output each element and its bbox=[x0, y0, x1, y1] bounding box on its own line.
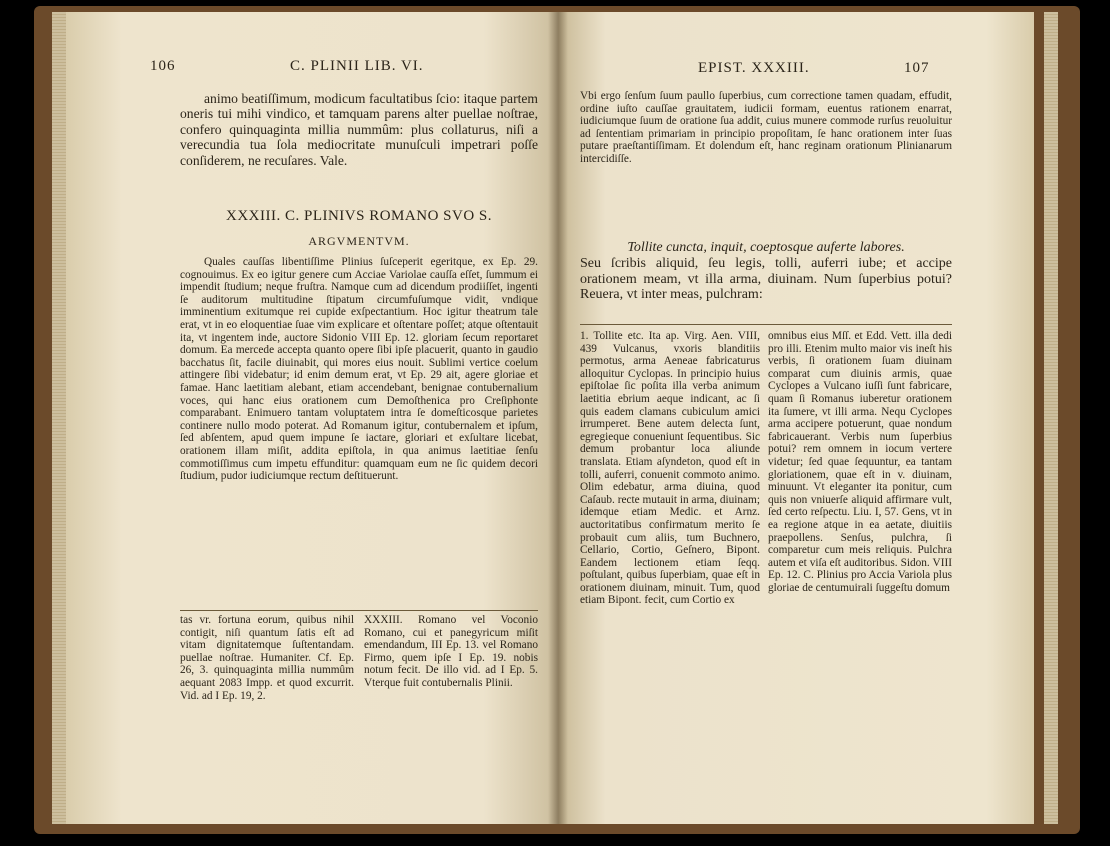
right-footnote-rule bbox=[580, 324, 952, 325]
left-page bbox=[62, 12, 558, 824]
left-top-text: animo beatiſſimum, modicum facultatibus ſcio: itaque partem oneris tui mihi vindico, et tamquam parens alter puellae noſtrae, confero quinquaginta millia nummûm: plus collaturus, niſi a verecundia tua ſola mediocritate munuſculi impetrari poſſe conſiderem, ne recuſares. Vale. bbox=[180, 91, 538, 168]
book-gutter bbox=[548, 12, 568, 824]
right-top-text: Vbi ergo ſenſum ſuum paullo ſuperbius, cum correctione tamen quadam, effudit, ordine iuſto cauſſae grauitatem, iudicii formam, euentus rationem enarrat, iudiciumque ſuum de oratione ſua addit, cuius munere commode rurſus reuoluitur ad ſententiam primariam in principio propoſitam, ſe hanc orationem inter ſuas putare praeſtantiſſimam. Et dolendum eſt, hanc reginam orationum Plinianarum intercidiſſe. bbox=[580, 90, 952, 165]
right-page-number: 107 bbox=[904, 60, 930, 76]
right-running-head: EPIST. XXXIII. bbox=[698, 60, 810, 76]
right-page-edges bbox=[1044, 12, 1058, 824]
left-page-edges bbox=[52, 12, 66, 824]
quote-line bbox=[580, 240, 952, 256]
left-page-number: 106 bbox=[150, 58, 176, 74]
left-note-col2: XXXIII. Romano vel Voconio Romano, cui et panegyricum miſit emendandum, III Ep. 13. vel Romano Firmo, quem ipſe I Ep. 19. nobis notum fecit. De illo vid. ad I Ep. 5. Vterque fuit contubernalis Plinii. bbox=[364, 614, 538, 689]
argument-heading: ARGVMENTVM. bbox=[308, 234, 410, 248]
right-note-col1: 1. Tollite etc. Ita ap. Virg. Aen. VIII, 439 Vulcanus, vxoris blanditiis permotus, arma Aeneae fabricaturus alloquitur Cyclopas. In principio huius epiſtolae ſic poſita illa verba animum laetitia ebrium aeque indicant, ac ſi quis eadem clamans cubiculum amici irrumperet. Bene autem delecta ſunt, egregieque conueniunt ſequentibus. Sic demum probantur loca aliunde translata. Etiam aſyndeton, quod eſt in tolli, auferri, conuenit commoto animo. Olim edebatur, arma diuina, quod Caſaub. recte mutauit in arma, diuinam; idemque etiam Medic. et Arnz. auctoritatibus confirmatum merito ſe probauit cum aliis, tum Buchnero, Cellario, Cortio, Geſnero, Bipont. Eandem lectionem etiam ſeqq. poſtulant, quibus ſuperbiam, quae eſt in orationem diuinam, minuit. Tum, quod etiam Bipont. fecit, cum Cortio ex bbox=[580, 330, 760, 607]
argument-text: Quales cauſſas libentiſſime Plinius ſuſceperit egeritque, ex Ep. 29. cognouimus. Ex eo igitur genere cum Acciae Variolae cauſſa eſſet, ſummum ei impendit ſtudium; neque fruſtra. Namque cum ad dicendum prodiiſſet, ingenti ſe auditorum multitudine ſtipatum circumfuſumque vidit, vndique imminentium exitumque rei cupide exſpectantium. Hoc igitur theatrum tale erat, vt in eo eloquentiae ſuae vim explicare et oſtentare poſſet; atque oſtentauit ita, vt ingentem inde, auctore Sidonio VIII Ep. 12. gloriam ſecum reportaret domum. Ea mercede accepta quanto opere ſibi ipſe placuerit, quanto in gaudio bacchatus ſit, facile diuinabit, qui mores eius nouit. Sublimi vertice coelum attingere ſibi videbatur; id enim demum erat, vt Ep. 29 ait, agere gloriae et famae. Hanc laetitiam alebant, etiam accendebant, benignae contubernalium voces, qui hanc eius orationem cum Demoſthenica pro Creſiphonte comparabant. Enimuero tantam voluptatem intra ſe domeſticosque parietes continere nullo modo poterat. Ad Romanum igitur, contubernalem et ipſum, ſed abſentem, apud quem impune ſe iactare, gloriari et exſultare licebat, orationem illam miſit, addita epiſtola, in qua animus laetitiae ſenſu commotiſſimus cum impetu effunditur: quamquam eum ne ſic quidem decori ſtudium, pudor iudiciumque rectum deſtituerunt. bbox=[180, 256, 538, 483]
left-running-head: C. PLINII LIB. VI. bbox=[290, 58, 424, 74]
right-note-col2: omnibus eius Mſſ. et Edd. Vett. illa dedi pro illi. Etenim multo maior vis ineſt his verbis, ſi orationem ſuam diuinam comparat cum diuinis armis, quae Cyclopes a Vulcano iuſſi ſunt fabricare, quam ſi Romanus iuberetur orationem ita ſumere, vt illi arma. Nequ Cyclopes arma accipere potuerunt, quae nondum fabricauerant. Verbis num ſuperbius potui? rem omnem in iocum vertere videtur; ſed quae ſequuntur, ea tantam gloriationem, quae eſt in v. diuinam, minuunt. Vt eleganter ita ponitur, cum quis non vniuerſe aliquid affirmare vult, ſed certo reſpectu. Liu. I, 57. Gens, vt in ea regione atque in ea aetate, diuitiis praepollens. Senſus, pulchra, ſi comparetur cum meis reliquis. Pulchra autem et viſa eſt auditoribus. Sidon. VIII Ep. 12. C. Plinius pro Accia Variola plus gloriae de centumuirali ſuggeſtu domum bbox=[768, 330, 952, 594]
quote-italic: Tollite cuncta, inquit, coeptosque auferte labores. bbox=[627, 240, 905, 255]
left-footnote-rule bbox=[180, 610, 538, 611]
right-page bbox=[558, 12, 1034, 824]
letter-title: XXXIII. C. PLINIVS ROMANO SVO S. bbox=[225, 208, 492, 224]
quote-text: Seu ſcribis aliquid, ſeu legis, tolli, auferri iube; et accipe orationem meam, vt illa arma, diuinam. Num ſuperbius potui? Reuera, vt inter meas, pulchram: bbox=[580, 256, 952, 303]
left-note-col1: tas vr. fortuna eorum, quibus nihil contigit, niſi quantum ſatis eſt ad vitam dignitatemque ſuſtentandam. puellae noſtrae. Humaniter. Cf. Ep. 26, 3. quinquaginta millia nummûm aequant 2083 Impp. et quod excurrit. Vid. ad I Ep. 19, 2. bbox=[180, 614, 354, 702]
